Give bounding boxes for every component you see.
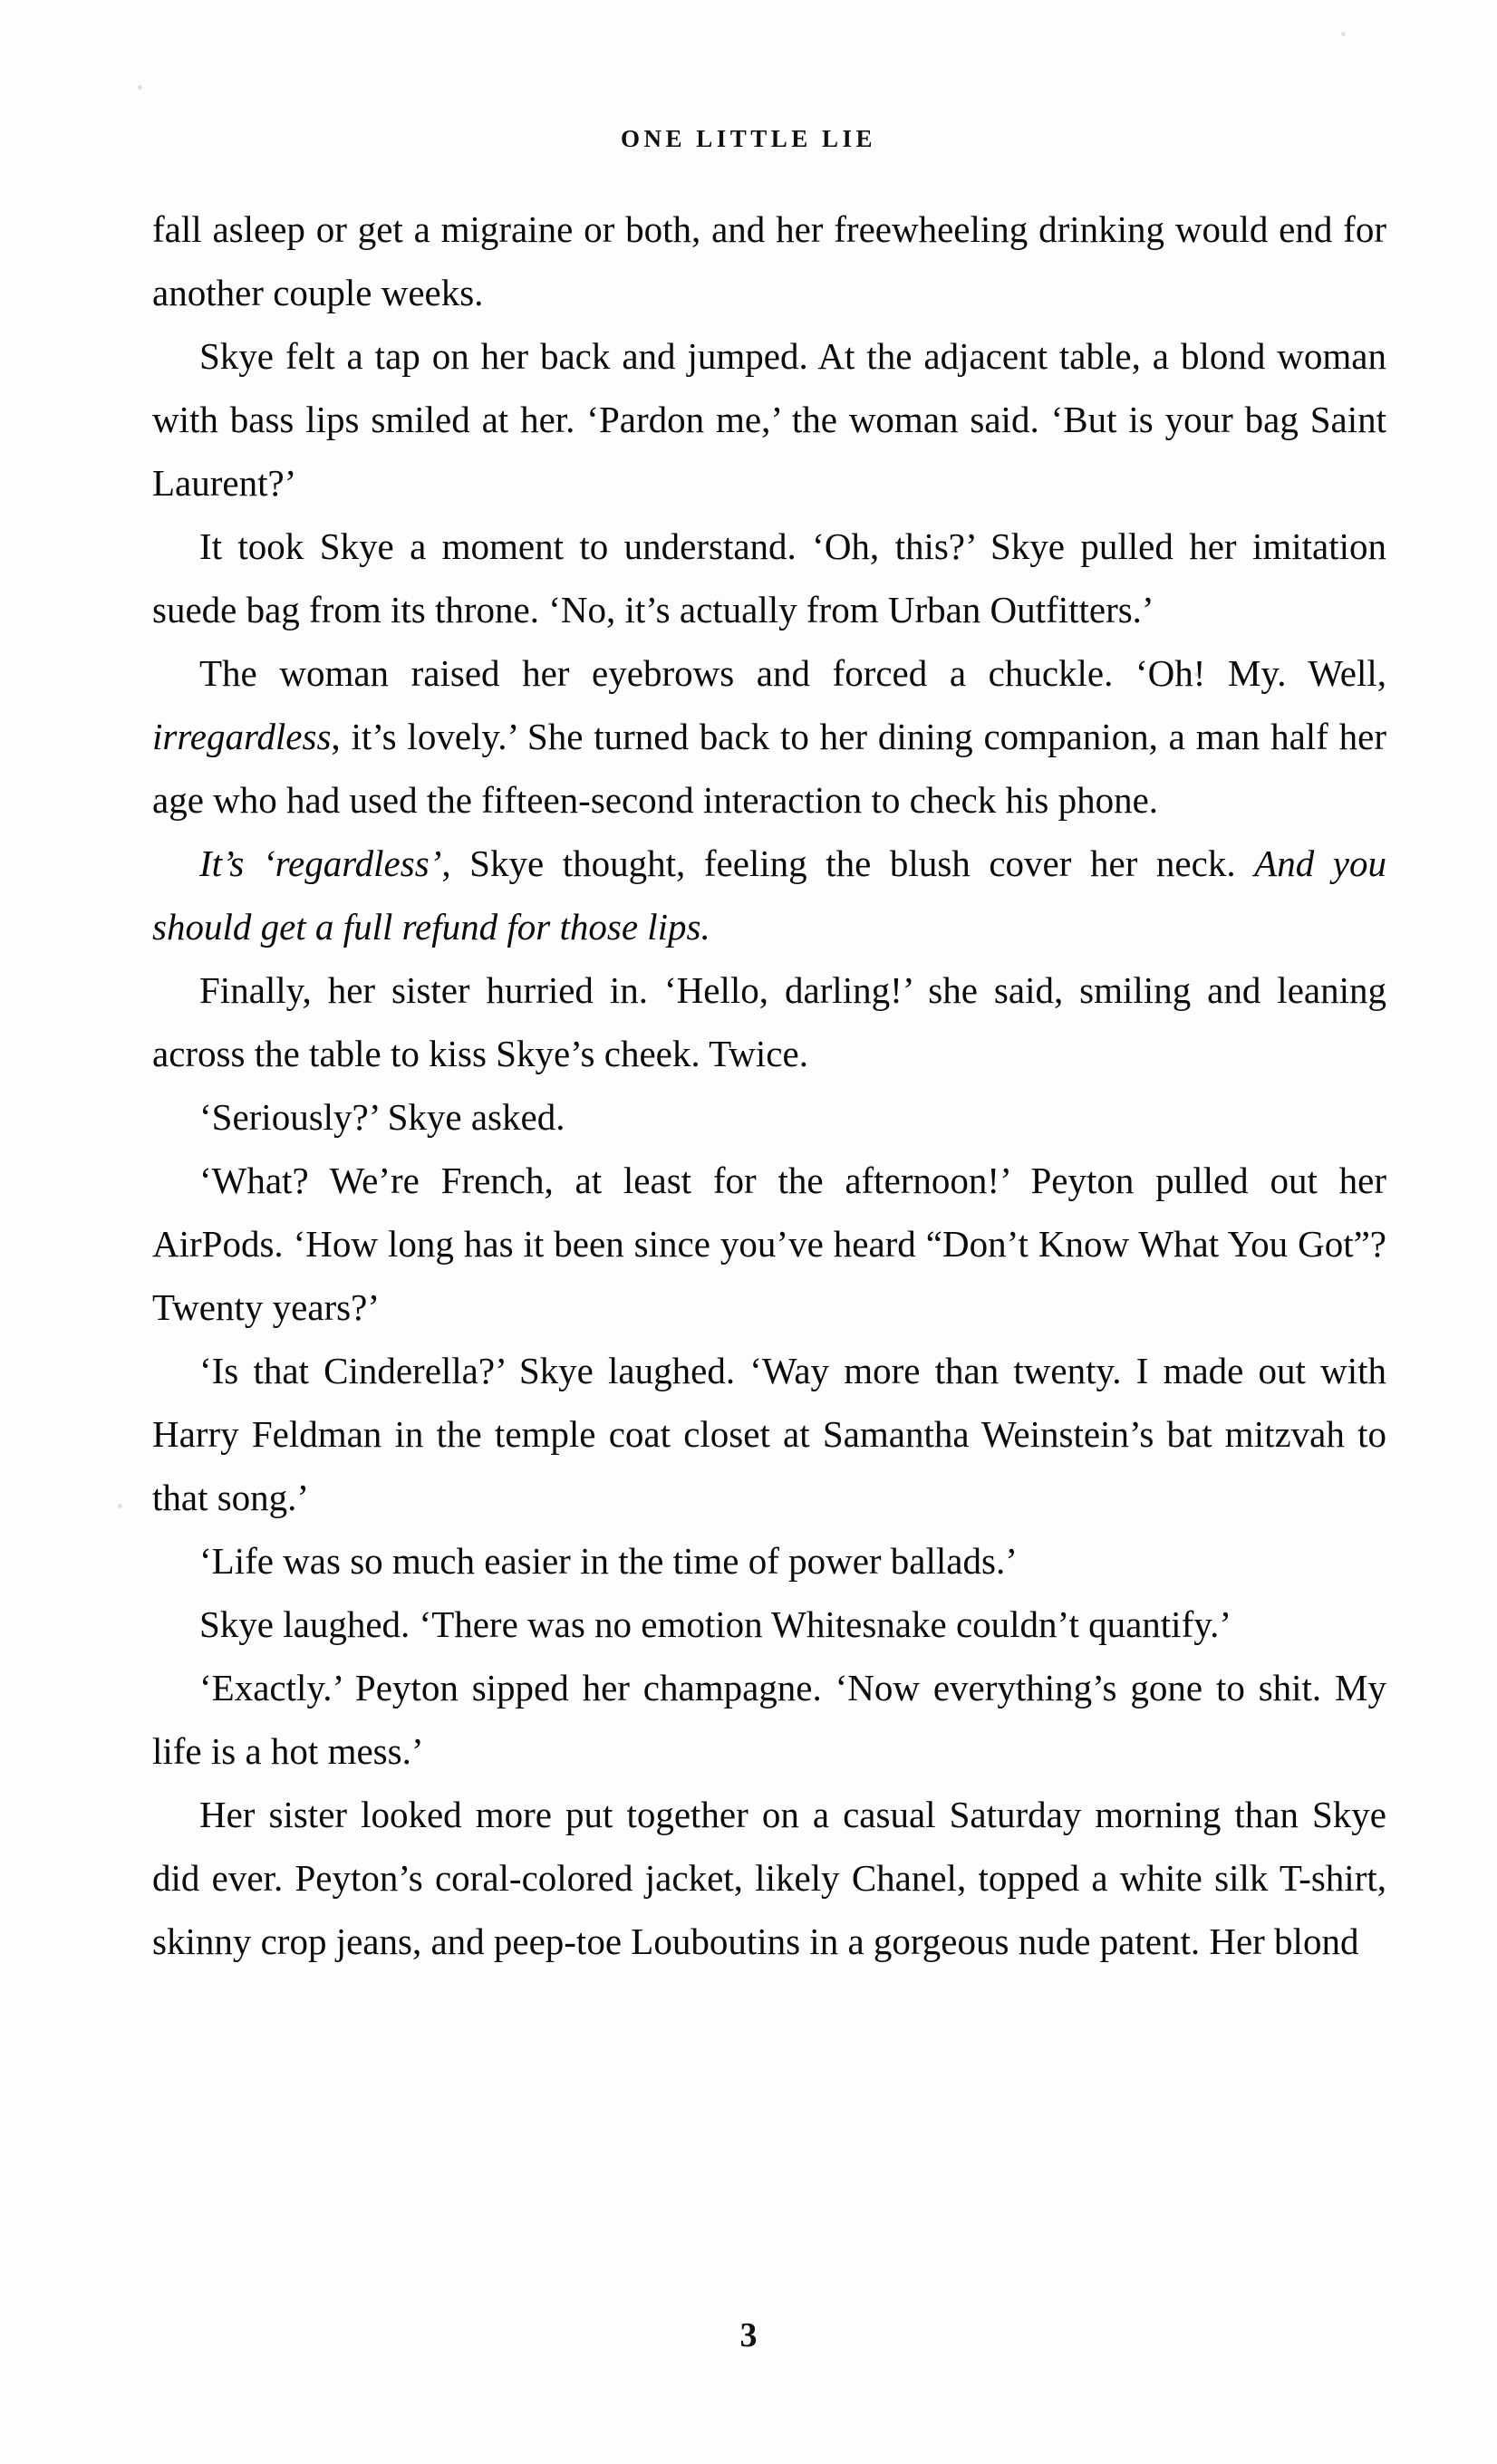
text-run: , it’s lovely.’ She turned back to her dining companion, a man half her age who had used the fifteen-second interaction to check his phone. bbox=[152, 716, 1386, 821]
body-paragraph bbox=[152, 1656, 1386, 1783]
print-speckle bbox=[1341, 32, 1346, 36]
italic-text-run: It’s ‘regardless’ bbox=[199, 842, 442, 884]
text-run: ‘What? We’re French, at least for the afternoon!’ Peyton pulled out her AirPods. ‘How long has it been since you’ve heard “Don’t Know What You Got”? Twenty years?’ bbox=[152, 1160, 1386, 1328]
body-paragraph bbox=[152, 515, 1386, 641]
running-head: ONE LITTLE LIE bbox=[620, 125, 877, 152]
text-run: ‘Seriously?’ Skye asked. bbox=[199, 1096, 565, 1138]
body-paragraph bbox=[152, 1783, 1386, 1973]
print-speckle bbox=[138, 85, 142, 90]
text-run: Her sister looked more put together on a casual Saturday morning than Skye did ever. Peyton’s coral-colored jacket, likely Chanel, topped a white silk T-shirt, skinny crop jeans, and peep-toe Louboutins in a gorgeous nude patent. Her blond bbox=[152, 1794, 1386, 1962]
text-run: ‘Is that Cinderella?’ Skye laughed. ‘Way more than twenty. I made out with Harry Feldman in the temple coat closet at Samantha Weinstein’s bat mitzvah to that song.’ bbox=[152, 1350, 1386, 1518]
text-run: The woman raised her eyebrows and forced a chuckle. ‘Oh! My. Well, bbox=[199, 652, 1386, 694]
text-run: , Skye thought, feeling the blush cover her neck. bbox=[441, 842, 1255, 884]
italic-text-run: And you should get a full refund for those lips. bbox=[152, 842, 1386, 948]
body-paragraph bbox=[152, 1593, 1386, 1656]
body-paragraph bbox=[152, 958, 1386, 1085]
page-body-text bbox=[152, 197, 1386, 1973]
print-speckle bbox=[118, 1504, 122, 1508]
italic-text-run: irregardless bbox=[152, 716, 332, 757]
body-paragraph bbox=[152, 197, 1386, 324]
text-run: Finally, her sister hurried in. ‘Hello, darling!’ she said, smiling and leaning across the table to kiss Skye’s cheek. Twice. bbox=[152, 969, 1386, 1074]
page-number: 3 bbox=[739, 2316, 758, 2354]
text-run: ‘Life was so much easier in the time of power ballads.’ bbox=[199, 1540, 1018, 1582]
body-paragraph bbox=[152, 1339, 1386, 1529]
body-paragraph bbox=[152, 1085, 1386, 1149]
text-run: Skye felt a tap on her back and jumped. At the adjacent table, a blond woman with bass lips smiled at her. ‘Pardon me,’ the woman said. ‘But is your bag Saint Laurent?’ bbox=[152, 335, 1386, 504]
body-paragraph bbox=[152, 1149, 1386, 1339]
text-run: fall asleep or get a migraine or both, and her freewheeling drinking would end for another couple weeks. bbox=[152, 208, 1386, 313]
body-paragraph bbox=[152, 1529, 1386, 1593]
text-run: It took Skye a moment to understand. ‘Oh, this?’ Skye pulled her imitation suede bag from its throne. ‘No, it’s actually from Urban Outfitters.’ bbox=[152, 525, 1386, 630]
body-paragraph bbox=[152, 832, 1386, 958]
body-paragraph bbox=[152, 641, 1386, 832]
text-run: ‘Exactly.’ Peyton sipped her champagne. ‘Now everything’s gone to shit. My life is a hot mess.’ bbox=[152, 1667, 1386, 1772]
body-paragraph bbox=[152, 324, 1386, 515]
text-run: Skye laughed. ‘There was no emotion Whitesnake couldn’t quantify.’ bbox=[199, 1603, 1231, 1645]
